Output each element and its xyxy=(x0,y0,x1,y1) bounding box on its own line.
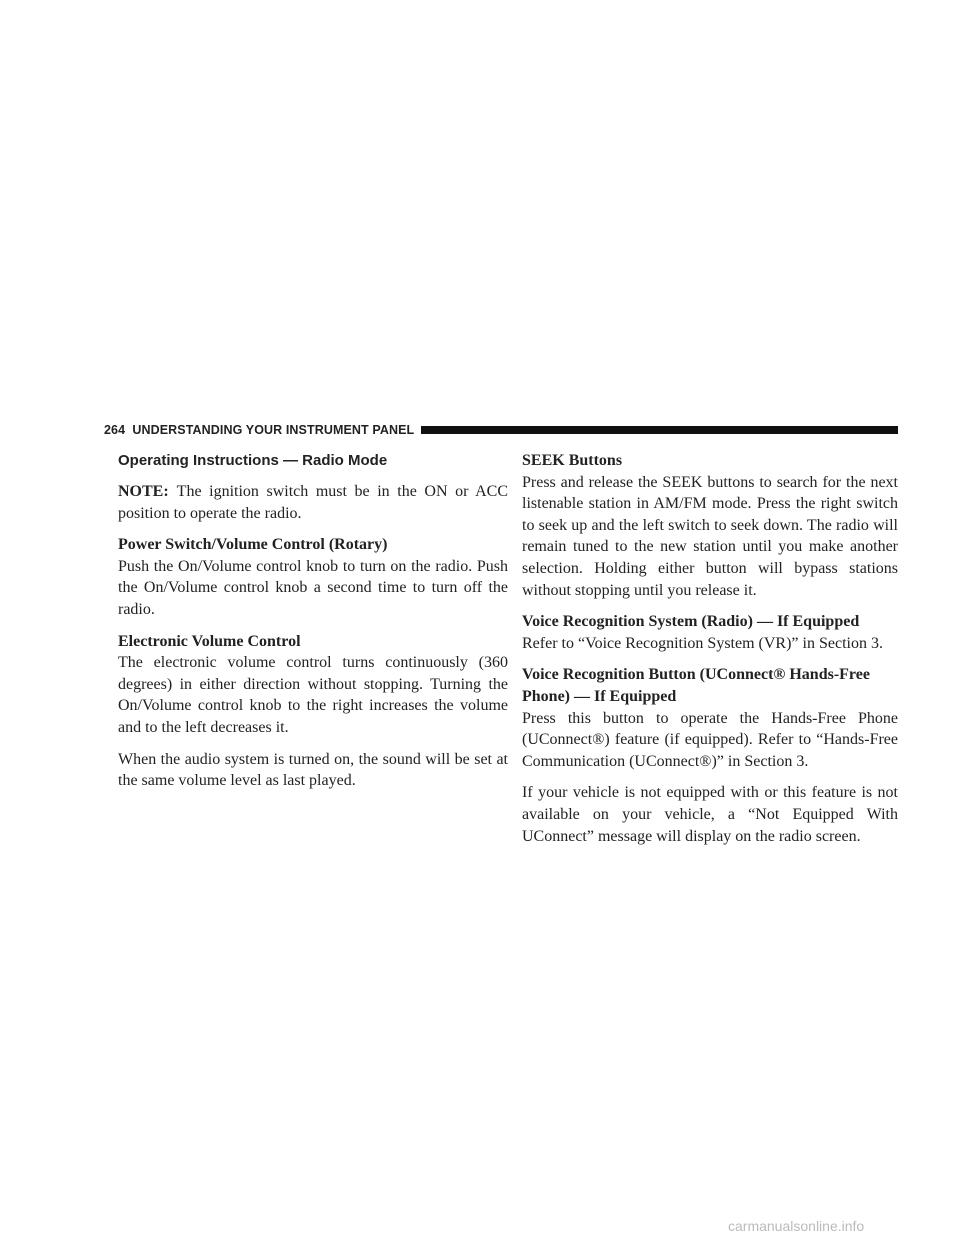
header-rule xyxy=(421,426,898,434)
chapter-title: UNDERSTANDING YOUR INSTRUMENT PANEL xyxy=(132,423,415,437)
voice-button-block xyxy=(522,664,898,772)
voice-recognition-heading: Voice Recognition System (Radio) — If Equipped xyxy=(522,613,860,631)
right-column xyxy=(522,450,898,857)
note-text: The ignition switch must be in the ON or ACC position to operate the radio. xyxy=(118,483,508,522)
power-switch-heading: Power Switch/Volume Control (Rotary) xyxy=(118,536,388,554)
note-label: NOTE: xyxy=(118,483,169,500)
volume-control-block xyxy=(118,631,508,739)
seek-block xyxy=(522,450,898,601)
section-title: Operating Instructions — Radio Mode xyxy=(118,452,388,469)
page-header xyxy=(104,422,898,438)
voice-button-text: Press this button to operate the Hands-Free Phone (UConnect®) feature (if equipped). Refer to “Hands-Free Communication (UConnect®)” in Section 3. xyxy=(522,709,898,770)
note-paragraph xyxy=(118,481,508,524)
voice-recognition-text: Refer to “Voice Recognition System (VR)” in Section 3. xyxy=(522,634,883,652)
volume-control-heading: Electronic Volume Control xyxy=(118,632,301,650)
watermark-text: carmanualsonline.info xyxy=(728,1218,865,1234)
page-number: 264 xyxy=(104,423,126,437)
seek-heading: SEEK Buttons xyxy=(522,452,623,469)
power-switch-text: Push the On/Volume control knob to turn on the radio. Push the On/Volume control knob a second time to turn off the radio. xyxy=(118,557,508,618)
seek-text: Press and release the SEEK buttons to search for the next listenable station in AM/FM mode. Press the right switch to seek up and the left switch to seek down. The radio will remain tuned to the new station until you make another selection. Holding either button will bypass stations without stopping until you release it. xyxy=(522,473,898,599)
volume-control-text: The electronic volume control turns continuously (360 degrees) in either direction without stopping. Turning the On/Volume control knob to the right increases the volume and to the left decreases it. xyxy=(118,654,508,736)
voice-recognition-block xyxy=(522,611,898,654)
power-switch-block xyxy=(118,534,508,620)
audio-system-paragraph: When the audio system is turned on, the sound will be set at the same volume level as last played. xyxy=(118,750,508,790)
page-header-text xyxy=(104,423,414,437)
left-column xyxy=(118,451,508,802)
not-equipped-paragraph: If your vehicle is not equipped with or this feature is not available on your vehicle, a “Not Equipped With UConnect” message will display on the radio screen. xyxy=(522,784,898,845)
voice-button-heading: Voice Recognition Button (UConnect® Hands-Free Phone) — If Equipped xyxy=(522,666,870,705)
